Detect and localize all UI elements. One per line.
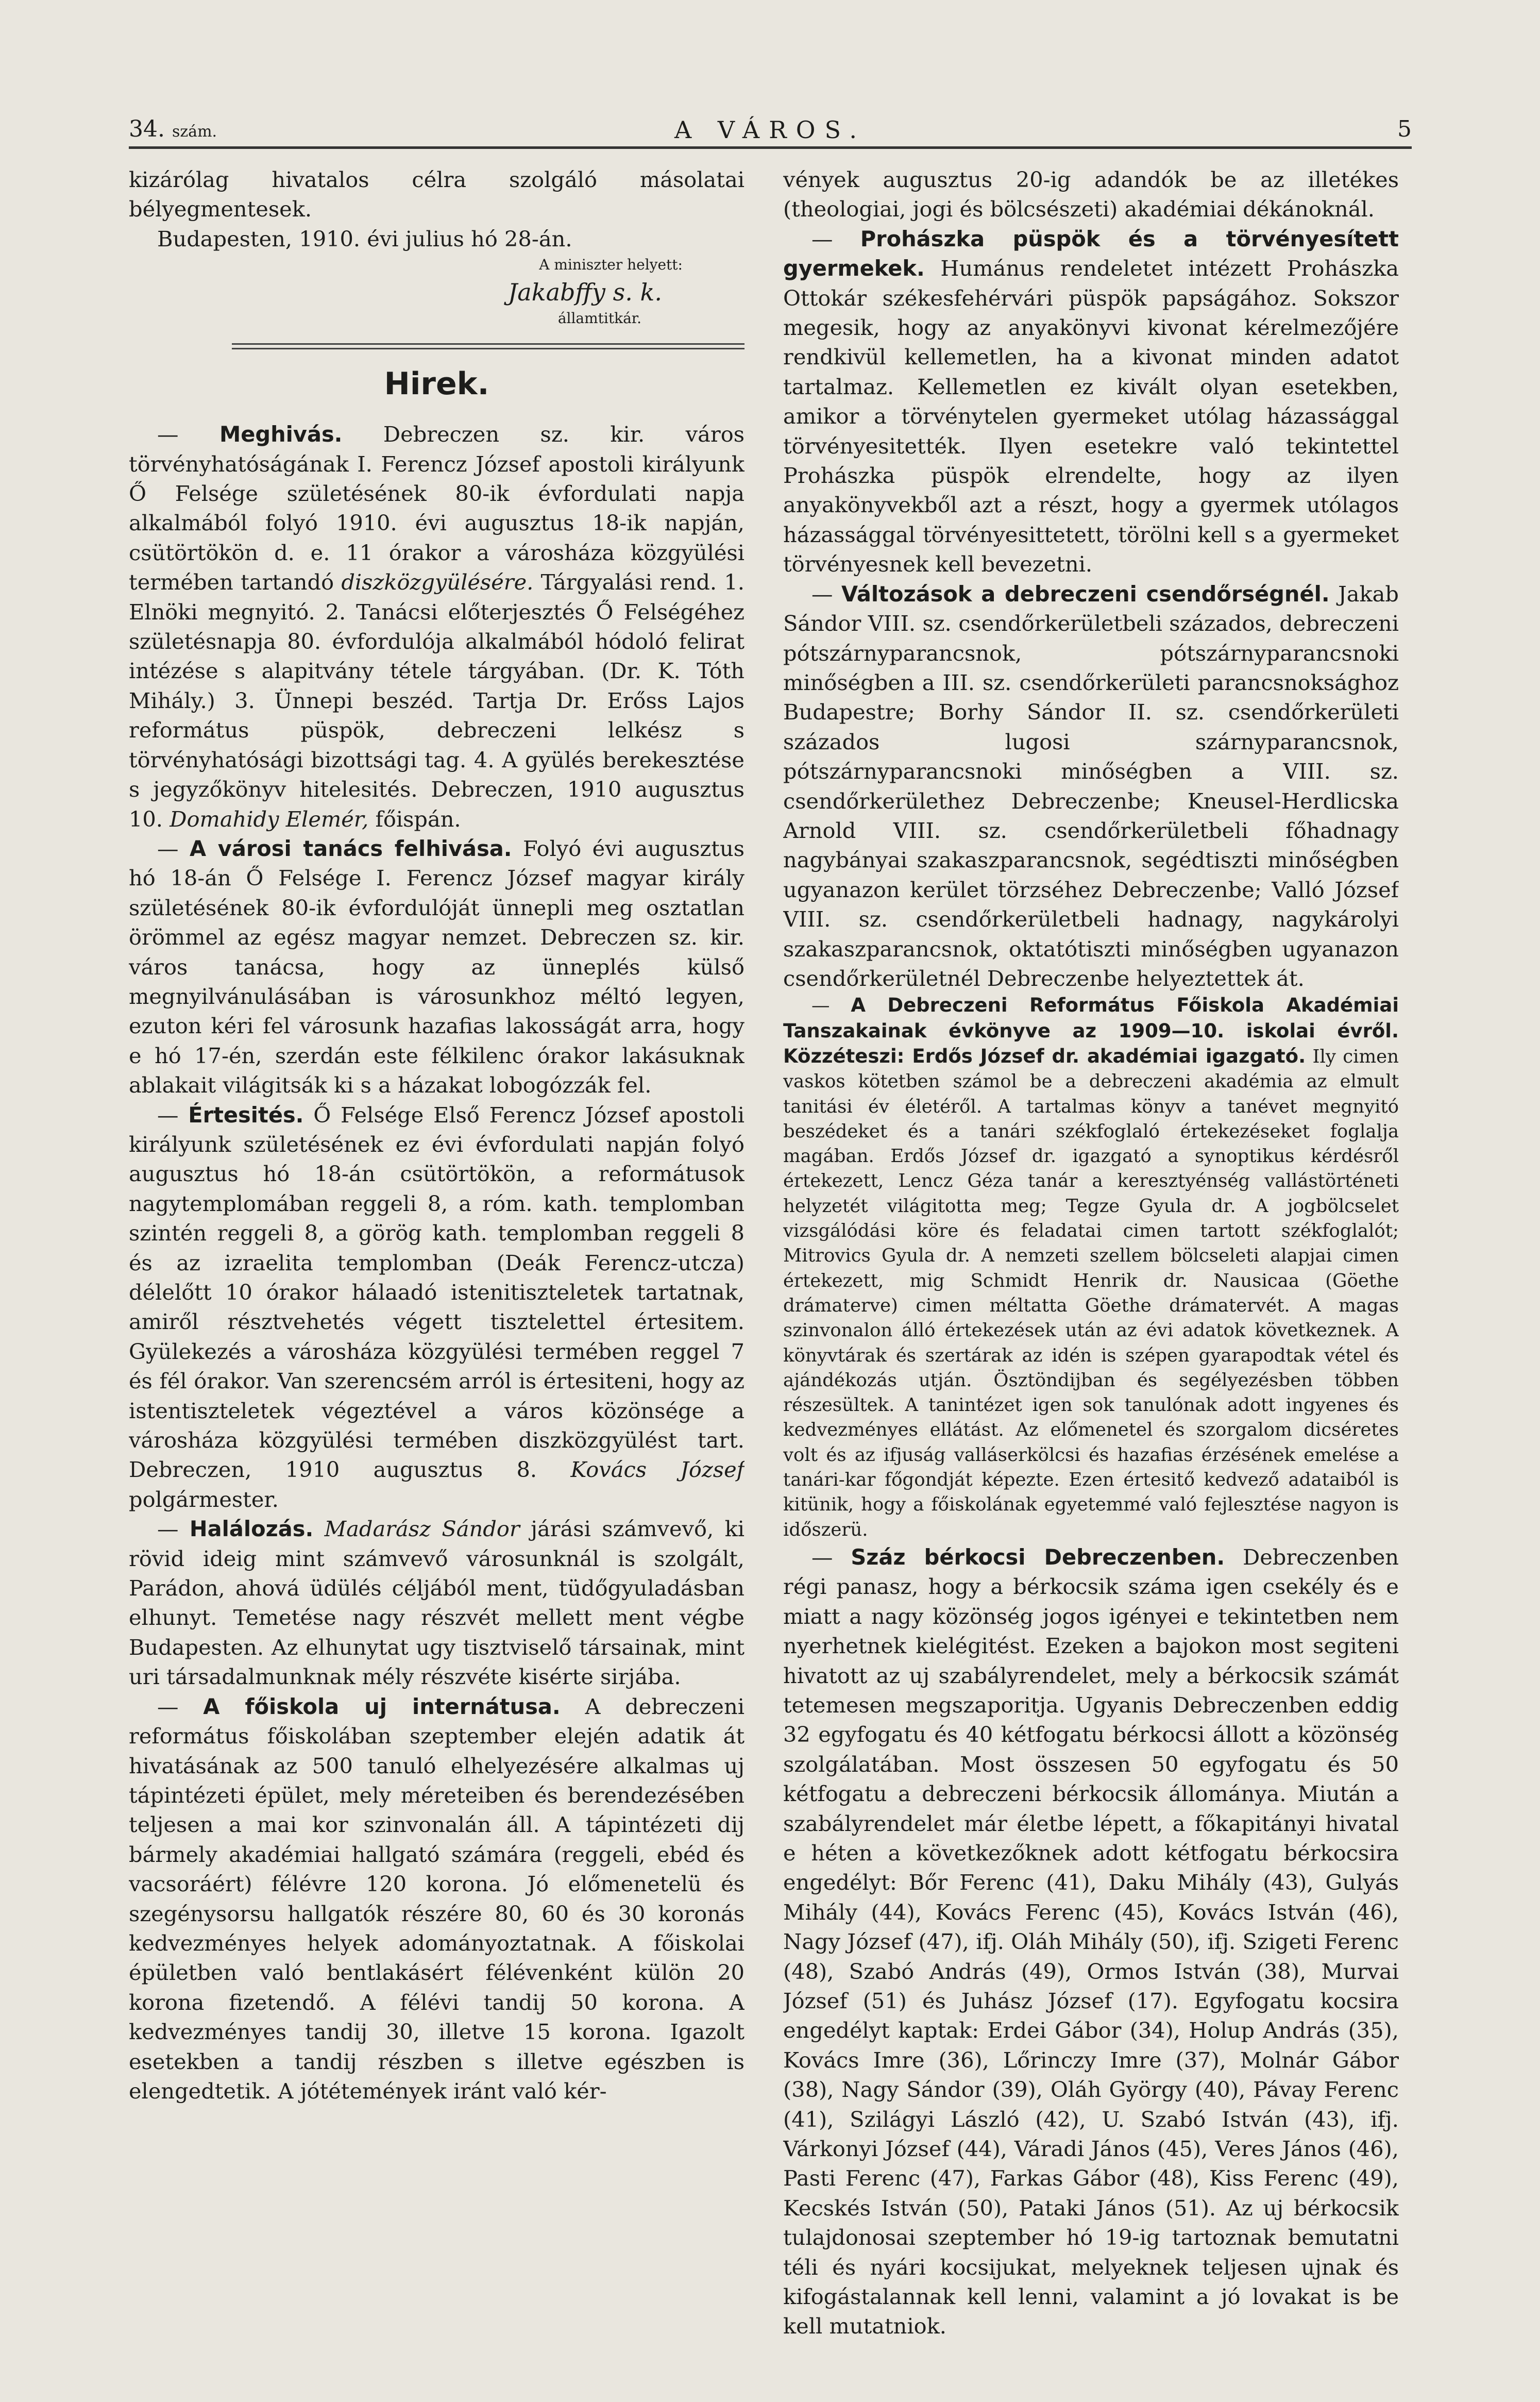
- article-heading: Meghivás.: [219, 422, 343, 447]
- newspaper-title: A VÁROS.: [674, 116, 866, 144]
- article-heading: A városi tanács felhivása.: [189, 835, 512, 861]
- page-number: 5: [1397, 116, 1412, 142]
- signature-role: államtitkár.: [557, 310, 641, 327]
- article-prohaszka: — Prohászka püspök és a törvényesített gyermekek. Humánus rendeletet intézett Prohászka Ottokár székesfehérvári püspök papságához. Sokszor megesik, hogy az anyakönyvi kivonat kérelmezőjére rendkivül kellemetlen, ha a kivonat minden adatot tartalmaz. Kellemetlen ez kivált olyan esetekben, amikor a törvénytelen gyermeket utólag házassággal törvényesitették. Ilyen esetekre való tekintettel Prohászka püspök elrendelte, hogy az ilyen anyakönyvekből azt a részt, hogy a gyermek utólagos házassággal törvényesittetett, törölni kell s a gyermeket törvényesnek kell bevezetni.: [783, 226, 1399, 577]
- article-continuation: vények augusztus 20-ig adandók be az illetékes (theologiai, jogi és bölcsészeti) akadémiai dékánoknál.: [783, 167, 1399, 222]
- right-column: [783, 165, 1399, 2340]
- article-evkonyv: — A Debreczeni Református Főiskola Akadémiai Tanszakainak évkönyve az 1909—10. iskolai évről. Közzéteszi: Erdős József dr. akadémiai igazgató. Ily cimen vaskos kötetben számol be a debreczeni akadémia az elmult tanitási év életéről. A tartalmas könyv a tanévet megnyitó beszédeket és a tanári székfoglaló értekezéseket foglalja magában. Erdős József dr. igazgató a synoptikus kérdésről értekezett, Lencz Géza tanár a keresztyénség vallástörténeti helyzetét világitotta meg; Tegze Gyula dr. A jogbölcselet vizsgálódási köre és feladatai cimen tartott székfoglalót; Mitrovics Gyula dr. A nemzeti szellem bölcseleti alapjai cimen értekezett, mig Schmidt Henrik dr. Nausicaa (Göethe drámaterve) cimen méltatta Göethe drámatervét. A magas szinvonalon álló értekezések után az évi adatok következnek. A könyvtárak és szertárak az idén is szépen gyarapodtak vétel és ajándékozás utján. Ösztöndijban és segélyezésben többen részesültek. A tanintézet igen sok tanulónak adott ingyenes és kedvezményes ellátást. Az előmenetel és szorgalom dicséretes volt és az ifjuság valláserkölcsi és hazafias érzésének emelése a tanári-kar főgondját képezte. Ezen értesitő kedvező adataiból is kitünik, hogy a főiskolának egyetemmé való fejlesztése nagyon is időszerü.: [783, 994, 1399, 1540]
- left-column: [129, 165, 744, 2340]
- signature-name: Jakabffy s. k.: [507, 278, 662, 307]
- article-heading: Halálozás.: [189, 1516, 314, 1542]
- header-rule: [129, 146, 1412, 149]
- article-valtozasok: — Változások a debreczeni csendőrségnél. Jakab Sándor VIII. sz. csendőrkerületbeli százados, debreczeni pótszárnyparancsnok, pótszárnyparancsnoki minőségben a III. sz. csendőrkerületi parancsnoksághoz Budapestre; Borhy Sándor II. sz. csendőrkerületi százados lugosi szárnyparancsnok, pótszárnyparancsnoki minőségben a VIII. sz. csendőrkerülethez Debreczenbe; Kneusel-Herdlicska Arnold VIII. sz. csendőrkerületbeli főhadnagy nagybányai szakaszparancsnok, segédtiszti minőségben ugyanazon kerület törzséhez Debreczenbe; Valló József VIII. sz. csendőrkerületbeli hadnagy, nagykárolyi szakaszparancsnok, oktatótiszti minőségben ugyanazon csendőrkerületnél Debreczenbe helyeztettek át.: [783, 581, 1399, 991]
- article-heading: Értesités.: [188, 1102, 304, 1128]
- article-foiskola: — A főiskola uj internátusa. A debreczeni református főiskolában szeptember elején adatik át hivatásának az 500 tanuló elhelyezésére alkalmas uj tápintézeti épület, mely méreteiben és berendezésében teljesen a mai kor szinvonalán áll. A tápintézeti dij bármely akadémiai hallgató számára (reggeli, ebéd és vacsoráért) félévre 120 korona. Jó előmenetelü és szegénysorsu hallgatók részére 80, 60 és 30 koronás kedvezményes helyek adományoztatnak. A főiskolai épületben való bentlakásért félévenként külön 20 korona fizetendő. A félévi tandij 50 korona. A kedvezményes tandij 30, illetve 15 korona. Igazolt esetekben a tandij részben s illetve egészben is elengedtetik. A jótétemények iránt való kér-: [129, 1693, 744, 2104]
- article-continuation: kizárólag hivatalos célra szolgáló másolatai bélyegmentesek.: [129, 167, 744, 222]
- article-heading: Változások a debreczeni csendőrségnél.: [841, 581, 1330, 607]
- article-tanacs: — A városi tanács felhivása. Folyó évi augusztus hó 18-án Ő Felsége I. Ferencz József magyar király születésének 80-ik évfordulóját ünnepli meg osztatlan örömmel az egész magyar nemzet. Debreczen sz. kir. város tanácsa, hogy az ünneplés külső megnyilvánulásában is városunkhoz méltó legyen, ezuton kéri fel városunk hazafias lakosságát arra, hogy e hó 17-én, szerdán este félkilenc órakor lakásuknak ablakait világitsák ki s a házakat lobogózzák fel.: [129, 835, 744, 1098]
- issue-number: 34. szám.: [129, 116, 217, 142]
- page-header: [129, 111, 1412, 147]
- article-heading: A Debreczeni Református Főiskola Akadémiai Tanszakainak évkönyve az 1909—10. iskolai évről. Közzéteszi: Erdős József dr. akadémiai igazgató.: [783, 994, 1399, 1067]
- article-heading: Prohászka püspök és a törvényesített gyermekek.: [783, 226, 1399, 281]
- article-heading: Száz bérkocsi Debreczenben.: [851, 1544, 1225, 1570]
- section-divider: [232, 343, 744, 349]
- article-heading: A főiskola uj internátusa.: [203, 1693, 561, 1719]
- article-ertesites: — Értesités. Ő Felsége Első Ferencz József apostoli királyunk születésének ez évi évfordulati napján folyó augusztus hó 18-án csütörtökön, a reformátusok nagytemplomában reggeli 8, a róm. kath. templomban szintén reggeli 8, a görög kath. templomban reggeli 8 és az izraelita templomban (Deák Ferencz-utcza) délelőtt 10 órakor hálaadó istenitiszteletek tartatnak, amiről résztvehetés végett tisztelettel értesitem. Gyülekezés a városháza közgyülési termében reggel 7 és fél órakor. Van szerencsém arról is értesiteni, hogy az istentiszteletek végeztével a város közönsége a városháza közgyülési termében diszközgyülést tart. Debreczen, 1910 augusztus 8. Kovács József polgármester.: [129, 1102, 744, 1512]
- decree-date: Budapesten, 1910. évi julius hó 28-án.: [157, 226, 572, 251]
- article-halalozas: — Halálozás. Madarász Sándor járási számvevő, ki rövid ideig mint számvevő városunknál is szolgált, Parádon, ahová üdülés céljából ment, tüdőgyuladásban elhunyt. Temetése nagy részvét mellett ment végbe Budapesten. Az elhunytat ugy tisztviselő társainak, mint uri társadalmunknak mély részvéte kisérte sirjába.: [129, 1516, 744, 1690]
- section-title: Hirek.: [384, 366, 489, 402]
- signature-title: A miniszter helyett:: [539, 256, 683, 274]
- article-berkocsi: — Száz bérkocsi Debreczenben. Debreczenben régi panasz, hogy a bérkocsik száma igen csekély és e miatt a nagy közönség jogos igényei e tekintetben nem nyerhetnek kielégitést. Ezeken a bajokon most segiteni hivatott az uj szabályrendelet, mely a bérkocsik számát tetemesen megszaporitja. Ugyanis Debreczenben eddig 32 egyfogatu és 40 kétfogatu bérkocsi állott a közönség szolgálatában. Most összesen 50 egyfogatu és 50 kétfogatu a debreczeni bérkocsik állománya. Miután a szabályrendelet már életbe lépett, a főkapitányi hivatal e héten a következőknek adott kétfogatu bérkocsira engedélyt: Bőr Ferenc (41), Daku Mihály (43), Gulyás Mihály (44), Kovács Ferenc (45), Kovács István (46), Nagy József (47), ifj. Oláh Mihály (50), ifj. Szigeti Ferenc (48), Szabó András (49), Ormos István (38), Murvai József (51) és Juhász József (17). Egyfogatu kocsira engedélyt kaptak: Erdei Gábor (34), Holup András (35), Kovács Imre (36), Lőrinczy Imre (37), Molnár Gábor (38), Nagy Sándor (39), Oláh György (40), Pávay Ferenc (41), Szilágyi László (42), U. Szabó István (43), ifj. Várkonyi József (44), Váradi János (45), Veres János (46), Pasti Ferenc (47), Farkas Gábor (48), Kiss Ferenc (49), Kecskés István (50), Pataki János (51). Az uj bérkocsik tulajdonosai szeptember hó 19-ig tartoznak bemutatni téli és nyári kocsijukat, melyeknek teljesen ujnak és kifogástalannak kell lenni, valamint a jó lovakat is be kell mutatniok.: [783, 1544, 1399, 2339]
- decree-signature: [129, 254, 744, 329]
- article-meghivas: — Meghivás. Debreczen sz. kir. város törvényhatóságának I. Ferencz József apostoli királyunk Ő Felsége születésének 80-ik évfordulati napja alkalmából folyó 1910. évi augusztus 18-ik napján, csütörtökön d. e. 11 órakor a városháza közgyülési termében tartandó diszközgyülésére. Tárgyalási rend. 1. Elnöki megnyitó. 2. Tanácsi előterjesztés Ő Felségéhez születésnapja 80. évfordulója alkalmából hódoló felirat intézése s alapitvány tétele tárgyában. (Dr. K. Tóth Mihály.) 3. Ünnepi beszéd. Tartja Dr. Erőss Lajos református püspök, debreczeni lelkész s törvényhatósági bizottsági tag. 4. A gyülés berekesztése s jegyzőkönyv hitelesités. Debreczen, 1910 augusztus 10. Domahidy Elemér, főispán.: [129, 422, 744, 832]
